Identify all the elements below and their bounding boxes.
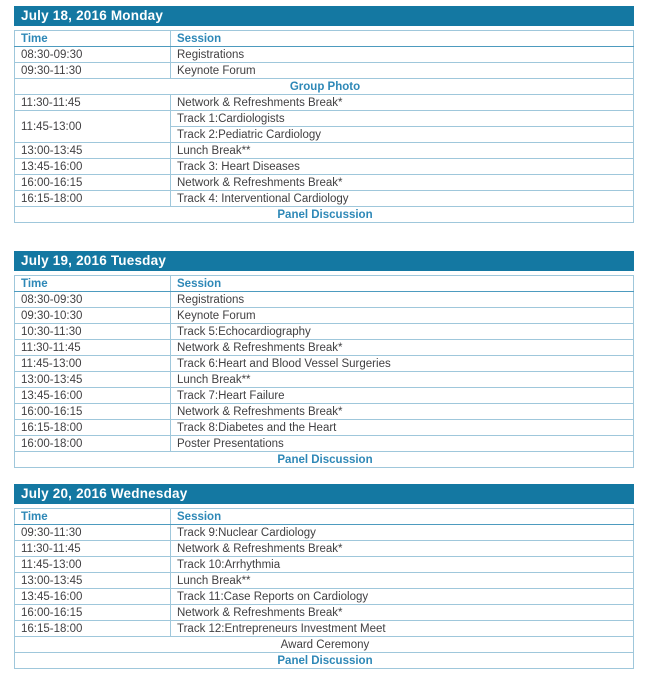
table-row [15,436,634,452]
session-cell: Network & Refreshments Break* [171,95,634,111]
session-cell: Track 6:Heart and Blood Vessel Surgeries [171,356,634,372]
session-cell: Registrations [171,292,634,308]
day-schedule-wednesday [14,484,634,669]
time-cell: 16:00-18:00 [15,436,171,452]
time-cell: 11:30-11:45 [15,340,171,356]
special-row-label: Panel Discussion [15,653,634,669]
time-cell: 11:30-11:45 [15,95,171,111]
time-cell: 10:30-11:30 [15,324,171,340]
session-cell: Network & Refreshments Break* [171,541,634,557]
time-cell: 13:45-16:00 [15,388,171,404]
column-header-time: Time [15,509,171,525]
table-row [15,159,634,175]
table-row [15,541,634,557]
session-cell: Track 12:Entrepreneurs Investment Meet [171,621,634,637]
column-header-session: Session [171,31,634,47]
table-row [15,653,634,669]
table-row [15,372,634,388]
time-cell: 13:45-16:00 [15,589,171,605]
table-row [15,111,634,127]
time-cell: 13:00-13:45 [15,372,171,388]
table-row [15,340,634,356]
schedule-table [14,275,634,468]
column-header-row [15,31,634,47]
table-row [15,452,634,468]
time-cell: 09:30-10:30 [15,308,171,324]
day-header [14,251,634,271]
table-row [15,525,634,541]
schedule-table [14,30,634,223]
time-cell: 16:15-18:00 [15,420,171,436]
schedule-table [14,508,634,669]
time-cell: 11:30-11:45 [15,541,171,557]
table-row [15,637,634,653]
table-row [15,79,634,95]
day-schedule-tuesday [14,251,634,468]
session-cell: Lunch Break** [171,573,634,589]
day-title: July 18, 2016 Monday [21,8,164,23]
column-header-row [15,509,634,525]
session-cell: Track 1:Cardiologists [171,111,634,127]
time-cell: 13:45-16:00 [15,159,171,175]
table-row [15,292,634,308]
column-header-time: Time [15,276,171,292]
session-cell: Track 10:Arrhythmia [171,557,634,573]
table-row [15,175,634,191]
time-cell: 08:30-09:30 [15,292,171,308]
session-cell: Network & Refreshments Break* [171,175,634,191]
table-row [15,47,634,63]
time-cell: 11:45-13:00 [15,111,171,143]
session-cell: Track 9:Nuclear Cardiology [171,525,634,541]
table-row [15,143,634,159]
time-cell: 16:15-18:00 [15,621,171,637]
table-row [15,356,634,372]
day-schedule-monday [14,6,634,223]
time-cell: 13:00-13:45 [15,573,171,589]
special-row-label: Panel Discussion [15,207,634,223]
time-cell: 08:30-09:30 [15,47,171,63]
session-cell: Network & Refreshments Break* [171,340,634,356]
session-cell: Keynote Forum [171,308,634,324]
plain-row-label: Award Ceremony [15,637,634,653]
day-header [14,484,634,504]
session-cell: Lunch Break** [171,372,634,388]
table-row [15,404,634,420]
time-cell: 09:30-11:30 [15,525,171,541]
table-row [15,207,634,223]
time-cell: 11:45-13:00 [15,557,171,573]
table-row [15,573,634,589]
table-row [15,95,634,111]
session-cell: Track 11:Case Reports on Cardiology [171,589,634,605]
table-row [15,557,634,573]
time-cell: 16:00-16:15 [15,605,171,621]
special-row-label: Group Photo [15,79,634,95]
session-cell: Keynote Forum [171,63,634,79]
session-cell: Track 4: Interventional Cardiology [171,191,634,207]
session-cell: Track 7:Heart Failure [171,388,634,404]
session-cell: Registrations [171,47,634,63]
day-header [14,6,634,26]
table-row [15,420,634,436]
session-cell: Network & Refreshments Break* [171,605,634,621]
table-row [15,388,634,404]
table-row [15,191,634,207]
table-row [15,605,634,621]
table-row [15,63,634,79]
time-cell: 11:45-13:00 [15,356,171,372]
table-row [15,308,634,324]
time-cell: 09:30-11:30 [15,63,171,79]
table-row [15,621,634,637]
session-cell: Poster Presentations [171,436,634,452]
time-cell: 16:00-16:15 [15,175,171,191]
table-row [15,589,634,605]
day-title: July 19, 2016 Tuesday [21,253,167,268]
day-title: July 20, 2016 Wednesday [21,486,188,501]
session-cell: Lunch Break** [171,143,634,159]
column-header-time: Time [15,31,171,47]
table-row [15,324,634,340]
session-cell: Track 2:Pediatric Cardiology [171,127,634,143]
session-cell: Track 3: Heart Diseases [171,159,634,175]
time-cell: 16:00-16:15 [15,404,171,420]
session-cell: Network & Refreshments Break* [171,404,634,420]
session-cell: Track 8:Diabetes and the Heart [171,420,634,436]
column-header-session: Session [171,276,634,292]
time-cell: 13:00-13:45 [15,143,171,159]
column-header-row [15,276,634,292]
special-row-label: Panel Discussion [15,452,634,468]
session-cell: Track 5:Echocardiography [171,324,634,340]
time-cell: 16:15-18:00 [15,191,171,207]
column-header-session: Session [171,509,634,525]
